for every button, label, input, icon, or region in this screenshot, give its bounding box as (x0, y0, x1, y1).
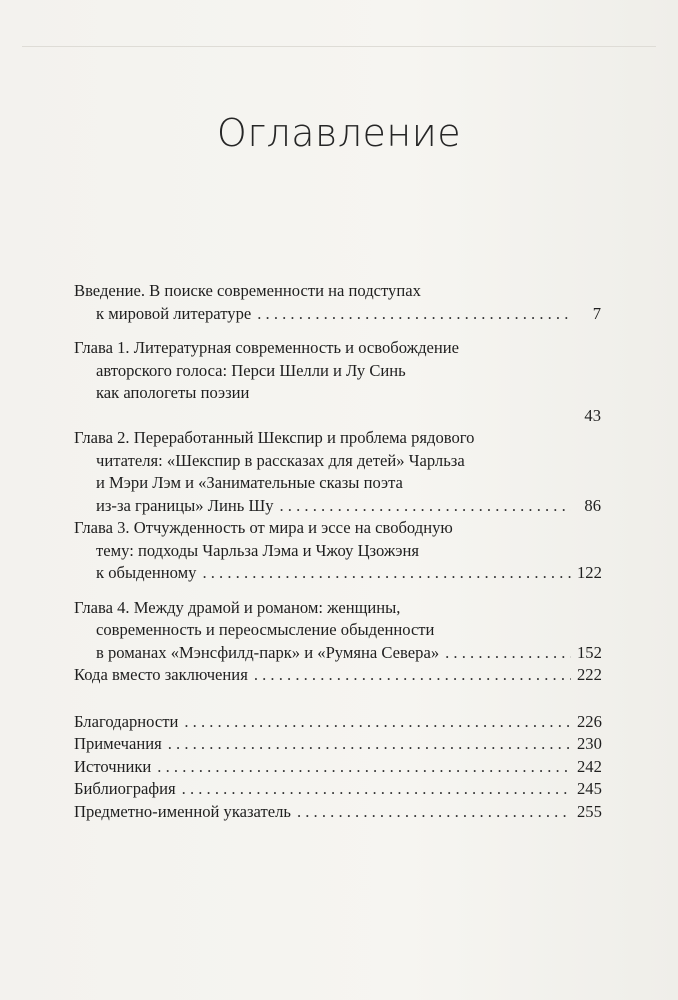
toc-entry-text: как апологеты поэзии (96, 383, 250, 402)
toc-entry-line: авторского голоса: Перси Шелли и Лу Синь (96, 360, 406, 380)
dot-leader (157, 756, 571, 779)
toc-entry-introduction[interactable] (74, 280, 601, 325)
toc-entry-last-line (74, 303, 601, 326)
toc-entry-index[interactable] (74, 801, 601, 824)
dot-leader (297, 801, 571, 824)
toc-page-number: 226 (577, 711, 602, 731)
toc-page-number: 43 (584, 405, 601, 425)
dot-leader (182, 778, 571, 801)
toc-page-number: 222 (577, 665, 602, 684)
toc-entry-line: Глава 2. Переработанный Шекспир и проблема рядового (74, 428, 475, 447)
toc-entry-last-line (74, 733, 601, 756)
toc-entry-line: читателя: «Шекспир в рассказах для детей» Чарльза (96, 450, 465, 470)
toc-page-number: 7 (592, 303, 601, 323)
table-of-contents (74, 280, 601, 823)
page-title: Оглавление (216, 111, 462, 156)
toc-entry-last-line (74, 711, 601, 734)
toc-entry-line: Введение. В поиске современности на подступах (74, 281, 421, 300)
toc-entry-coda[interactable] (74, 664, 601, 687)
toc-entry-text: Кода вместо заключения (74, 665, 248, 684)
toc-entry-line: современность и переосмысление обыденности (96, 620, 435, 639)
dot-leader (254, 664, 571, 687)
toc-page-number: 122 (577, 563, 602, 582)
toc-entry-line: тему: подходы Чарльза Лэма и Чжоу Цзожэня (96, 540, 419, 560)
toc-entry-line: Глава 3. Отчужденность от мира и эссе на свободную (74, 518, 453, 537)
toc-entry-last-line (74, 778, 601, 801)
dot-leader (168, 733, 571, 756)
toc-entry-text: из-за границы» Линь Шу (96, 495, 274, 515)
toc-entry-text: к обыденному (96, 563, 197, 582)
toc-entry-text: Примечания (74, 734, 162, 753)
toc-entry-line: и Мэри Лэм и «Занимательные сказы поэта (96, 473, 403, 492)
toc-page-number: 152 (577, 642, 602, 662)
toc-entry-last-line (74, 664, 601, 687)
toc-entry-last-line (74, 495, 601, 518)
toc-page-number: 86 (584, 495, 601, 515)
dot-leader (445, 642, 571, 665)
toc-entry-sources[interactable] (74, 756, 601, 779)
toc-entry-text: Благодарности (74, 711, 179, 731)
toc-page-number: 242 (577, 756, 602, 776)
toc-entry-chapter-3[interactable] (74, 517, 601, 585)
toc-entry-chapter-4[interactable] (74, 597, 601, 665)
toc-entry-last-line (74, 562, 601, 585)
toc-entry-last-line (74, 801, 601, 824)
toc-entry-notes[interactable] (74, 733, 601, 756)
toc-page-number: 245 (577, 779, 602, 798)
toc-entry-text: Предметно-именной указатель (74, 801, 291, 821)
show-through-rule (22, 46, 656, 47)
toc-entry-chapter-1[interactable] (74, 337, 601, 427)
toc-entry-text: Источники (74, 756, 152, 776)
toc-entry-line: Глава 4. Между драмой и романом: женщины, (74, 597, 401, 617)
toc-entry-bibliography[interactable] (74, 778, 601, 801)
toc-entry-text: к мировой литературе (96, 303, 252, 323)
toc-entry-last-line (74, 642, 601, 665)
toc-entry-chapter-2[interactable] (74, 427, 601, 517)
toc-page-number: 255 (577, 801, 602, 821)
toc-entry-acknowledgements[interactable] (74, 711, 601, 734)
toc-entry-line: Глава 1. Литературная современность и освобождение (74, 338, 460, 357)
toc-entry-last-line (74, 756, 601, 779)
dot-leader (184, 711, 571, 734)
dot-leader (257, 303, 571, 326)
dot-leader (202, 562, 571, 585)
dot-leader (280, 495, 572, 518)
toc-entry-text: в романах «Мэнсфилд-парк» и «Румяна Севера» (96, 642, 440, 662)
toc-entry-text: Библиография (74, 779, 176, 798)
toc-page-number: 230 (577, 734, 602, 753)
